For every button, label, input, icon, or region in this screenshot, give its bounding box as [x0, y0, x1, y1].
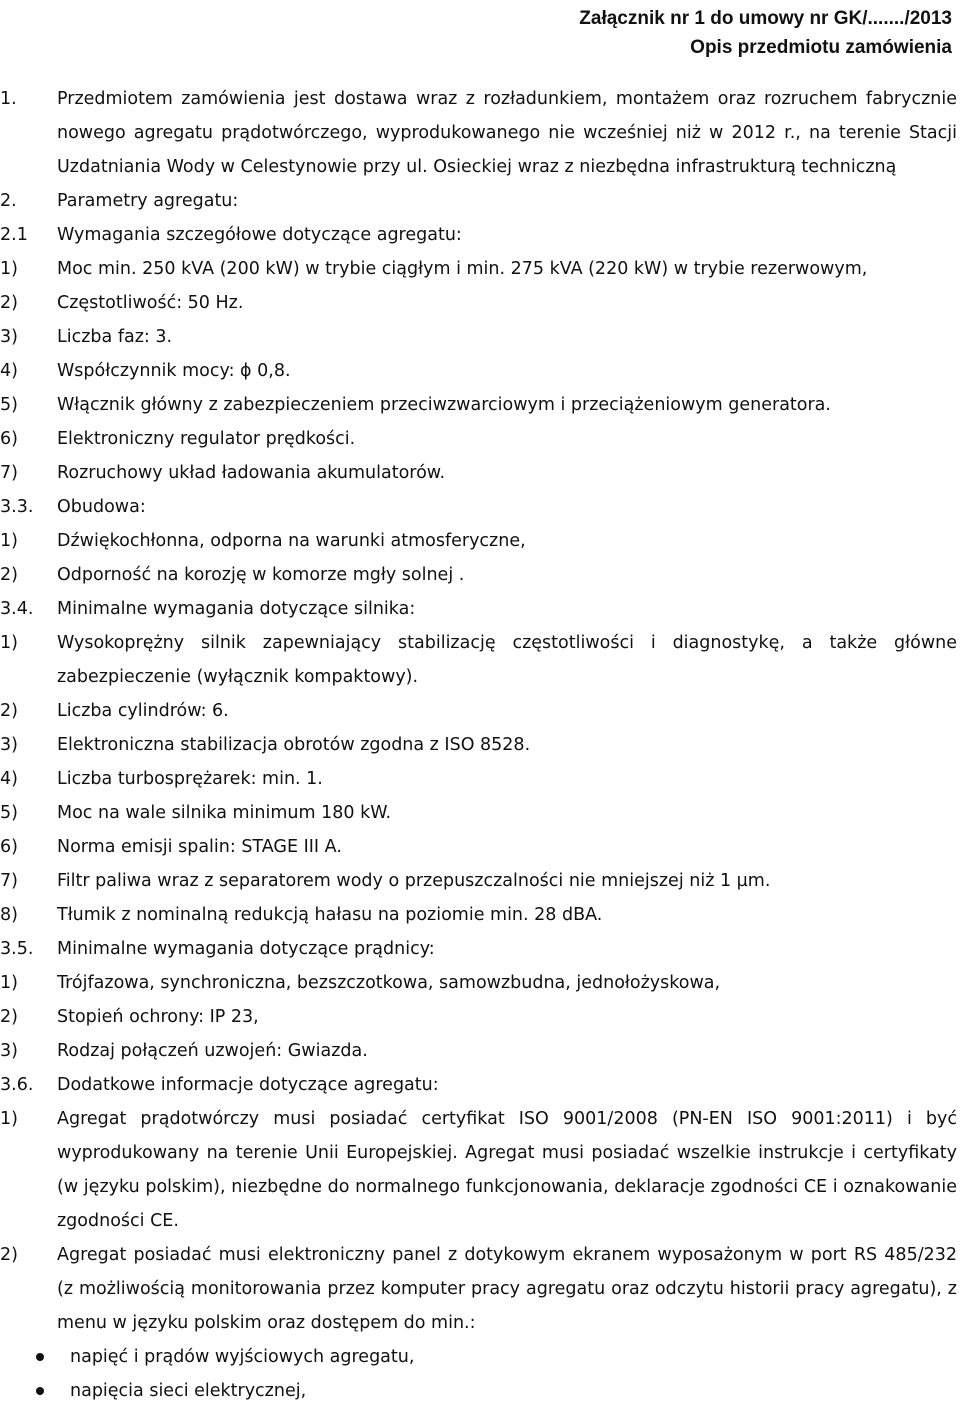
item-number: 8) [0, 905, 18, 925]
list-item [0, 932, 957, 966]
item-number: 4) [0, 769, 18, 789]
list-item [0, 762, 957, 796]
bullet-dot-icon [36, 1387, 44, 1395]
list-item [0, 558, 957, 592]
list-item [0, 1034, 957, 1068]
item-number: 2) [0, 565, 18, 585]
item-text: Agregat posiadać musi elektroniczny panel z dotykowym ekranem wyposażonym w port RS 485/232 (z możliwością monitorowania przez komputer pracy agregatu oraz odczytu historii pracy agregatu), z menu w języku polskim oraz dostępem do min.: [57, 1245, 957, 1333]
item-text: Moc min. 250 kVA (200 kW) w trybie ciągłym i min. 275 kVA (220 kW) w trybie rezerwowym, [57, 259, 868, 279]
item-text: Minimalne wymagania dotyczące prądnicy: [57, 939, 435, 959]
list-item [0, 1238, 957, 1340]
item-text: Parametry agregatu: [57, 191, 239, 211]
list-item [0, 864, 957, 898]
item-number: 3) [0, 735, 18, 755]
item-text: Odporność na korozję w komorze mgły solnej . [57, 565, 465, 585]
item-text: Współczynnik mocy: ɸ 0,8. [57, 361, 291, 381]
list-item [0, 524, 957, 558]
list-item [0, 898, 957, 932]
item-number: 3.5. [0, 939, 34, 959]
item-text: Wymagania szczegółowe dotyczące agregatu: [57, 225, 462, 245]
item-number: 3.6. [0, 1075, 34, 1095]
item-text: Stopień ochrony: IP 23, [57, 1007, 259, 1027]
item-number: 2. [0, 191, 17, 211]
list-item [0, 286, 957, 320]
list-item [0, 694, 957, 728]
list-item [0, 626, 957, 694]
item-text: Częstotliwość: 50 Hz. [57, 293, 244, 313]
list-item [0, 320, 957, 354]
item-text: Norma emisji spalin: STAGE III A. [57, 837, 342, 857]
item-text: Rozruchowy układ ładowania akumulatorów. [57, 463, 446, 483]
document-title: Opis przedmiotu zamówienia [690, 37, 952, 58]
item-text: Włącznik główny z zabezpieczeniem przeciwzwarciowym i przeciążeniowym generatora. [57, 395, 831, 415]
item-text: Moc na wale silnika minimum 180 kW. [57, 803, 392, 823]
item-text: Elektroniczna stabilizacja obrotów zgodna z ISO 8528. [57, 735, 531, 755]
list-item [0, 252, 957, 286]
item-text: Liczba turbosprężarek: min. 1. [57, 769, 323, 789]
bullet-item [0, 1340, 957, 1374]
item-number: 2) [0, 701, 18, 721]
item-number: 1) [0, 1109, 18, 1129]
item-text: Liczba cylindrów: 6. [57, 701, 229, 721]
list-item [0, 82, 957, 184]
item-number: 1) [0, 973, 18, 993]
list-item [0, 1102, 957, 1238]
item-text: Trójfazowa, synchroniczna, bezszczotkowa, samowzbudna, jednołożyskowa, [57, 973, 721, 993]
item-text: Liczba faz: 3. [57, 327, 173, 347]
item-number: 3.4. [0, 599, 34, 619]
item-number: 1. [0, 89, 17, 109]
list-item [0, 490, 957, 524]
item-text: Obudowa: [57, 497, 146, 517]
list-item [0, 592, 957, 626]
list-item [0, 422, 957, 456]
bullet-dot-icon [36, 1353, 44, 1361]
list-item [0, 456, 957, 490]
document-body [0, 82, 957, 1408]
bullet-item [0, 1374, 957, 1408]
item-number: 2.1 [0, 225, 28, 245]
bullet-text: napięcia sieci elektrycznej, [70, 1381, 307, 1401]
item-text: Agregat prądotwórczy musi posiadać certyfikat ISO 9001/2008 (PN-EN ISO 9001:2011) i być wyprodukowany na terenie Unii Europejskiej. Agregat musi posiadać wszelkie instrukcje i certyfikaty (w języku polskim), niezbędne do normalnego funkcjonowania, deklaracje zgodności CE i oznakowanie zgodności CE. [57, 1109, 957, 1231]
list-item [0, 218, 957, 252]
item-number: 7) [0, 871, 18, 891]
annex-title: Załącznik nr 1 do umowy nr GK/......./2013 [579, 8, 952, 29]
item-number: 3) [0, 327, 18, 347]
list-item [0, 728, 957, 762]
item-text: Dodatkowe informacje dotyczące agregatu: [57, 1075, 439, 1095]
list-item [0, 184, 957, 218]
list-item [0, 1000, 957, 1034]
item-number: 6) [0, 429, 18, 449]
item-text: Wysokoprężny silnik zapewniający stabilizację częstotliwości i diagnostykę, a także główne zabezpieczenie (wyłącznik kompaktowy). [57, 633, 957, 687]
item-number: 6) [0, 837, 18, 857]
list-item [0, 388, 957, 422]
list-item [0, 796, 957, 830]
item-number: 7) [0, 463, 18, 483]
item-number: 3.3. [0, 497, 34, 517]
bullet-text: napięć i prądów wyjściowych agregatu, [70, 1347, 415, 1367]
item-number: 5) [0, 803, 18, 823]
item-number: 2) [0, 293, 18, 313]
item-number: 1) [0, 633, 18, 653]
item-text: Minimalne wymagania dotyczące silnika: [57, 599, 416, 619]
document-header [579, 4, 952, 62]
item-number: 1) [0, 531, 18, 551]
item-text: Tłumik z nominalną redukcją hałasu na poziomie min. 28 dBA. [57, 905, 603, 925]
list-item [0, 966, 957, 1000]
list-item [0, 1068, 957, 1102]
item-text: Przedmiotem zamówienia jest dostawa wraz z rozładunkiem, montażem oraz rozruchem fabrycznie nowego agregatu prądotwórczego, wyprodukowanego nie wcześniej niż w 2012 r., na terenie Stacji Uzdatniania Wody w Celestynowie przy ul. Osieckiej wraz z niezbędna infrastrukturą techniczną [57, 89, 957, 177]
list-item [0, 354, 957, 388]
item-number: 2) [0, 1245, 18, 1265]
item-text: Filtr paliwa wraz z separatorem wody o przepuszczalności nie mniejszej niż 1 µm. [57, 871, 771, 891]
item-text: Elektroniczny regulator prędkości. [57, 429, 356, 449]
item-text: Dźwiękochłonna, odporna na warunki atmosferyczne, [57, 531, 526, 551]
item-text: Rodzaj połączeń uzwojeń: Gwiazda. [57, 1041, 368, 1061]
item-number: 2) [0, 1007, 18, 1027]
item-number: 1) [0, 259, 18, 279]
item-number: 3) [0, 1041, 18, 1061]
item-number: 4) [0, 361, 18, 381]
item-number: 5) [0, 395, 18, 415]
list-item [0, 830, 957, 864]
